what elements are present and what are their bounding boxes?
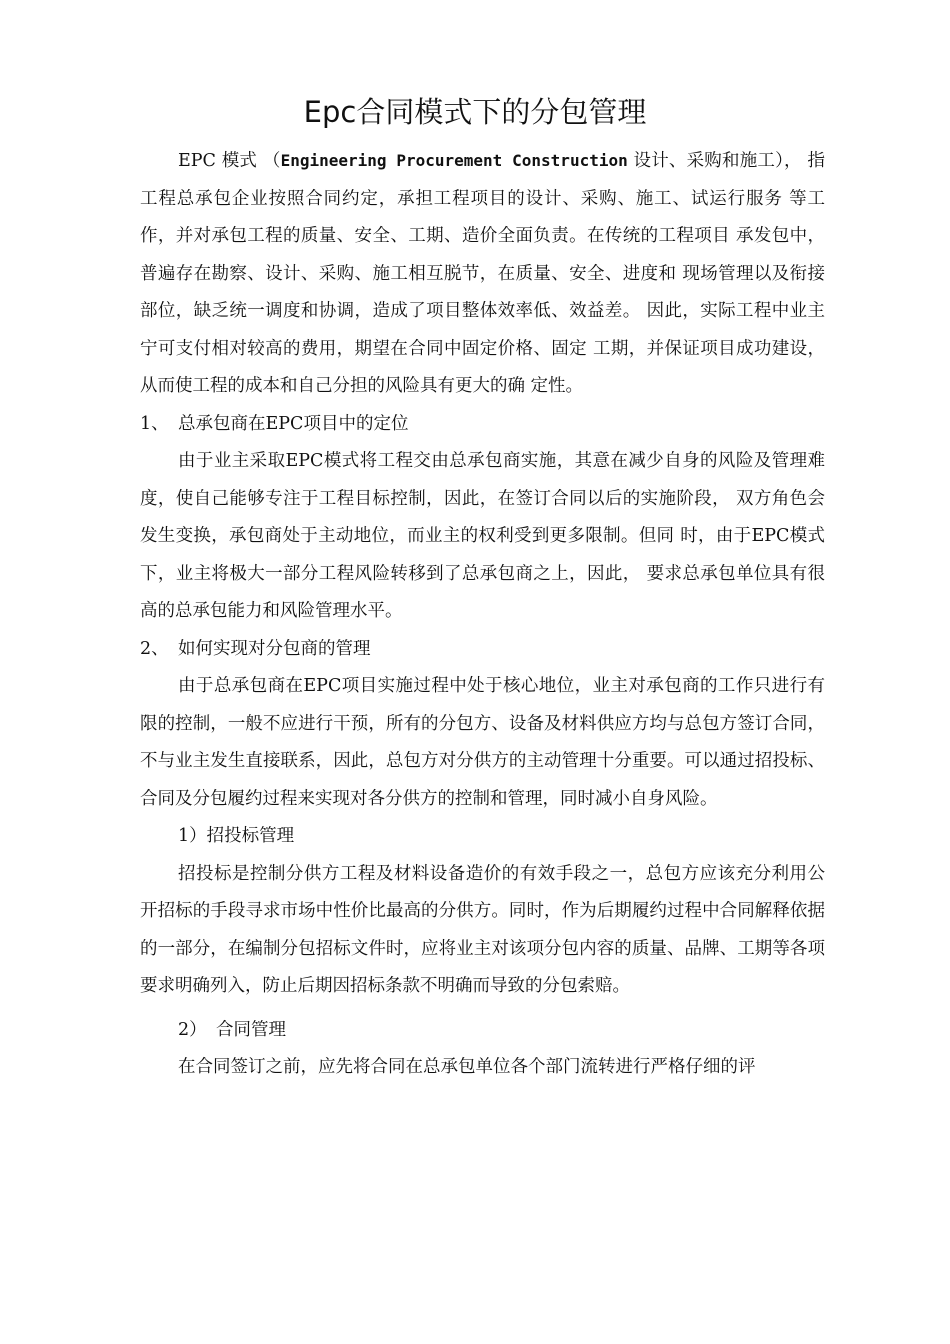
subsection-2-title: 合同管理 [216,1019,286,1040]
subsection-2-number: 2） [178,1019,207,1040]
subsection-2-paragraph: 在合同签订之前，应先将合同在总承包单位各个部门流转进行严格仔细的评 [178,1057,756,1077]
subsection-1-heading: 1）招投标管理 [178,826,295,846]
intro-term: Engineering Procurement Construction [280,151,628,170]
section-1-number: 1、 [140,413,169,434]
intro-prefix: EPC 模式 （ [178,151,281,171]
section-2-number: 2、 [140,638,169,659]
section-2-paragraph: 由于总承包商在EPC项目实施过程中处于核心地位，业主对承包商的工作只进行有限的控制，一般不应进行干预，所有的分包方、设备及材料供应方均与总包方签订合同，不与业主发生直接联系，因此，总包方对分供方的主动管理十分重要。可以通过招投标、合同及分包履约过程来实现对各分供方的控制和管理，同时减小自身风险。 [140,676,825,809]
section-1-heading [140,406,825,444]
section-1-paragraph: 由于业主采取EPC模式将工程交由总承包商实施，其意在减少自身的风险及管理难度，使自己能够专注于工程目标控制，因此，在签订合同以后的实施阶段， 双方角色会发生变换，承包商处于主动地位，而业主的权利受到更多限制。但同 时，由于EPC模式下，业主将极大一部分工程风险转移到了总承包商之上，因此， 要求总承包单位具有很高的总承包能力和风险管理水平。 [140,451,825,621]
section-2-title: 如何实现对分包商的管理 [178,638,371,659]
intro-rest: 设计、采购和施工）， 指 工程总承包企业按照合同约定，承担工程项目的设计、采购、施工、试运行服务 等工作，并对承包工程的质量、安全、工期、造价全面负责。在传统的工程项目 承发包中，普遍存在勘察、设计、采购、施工相互脱节，在质量、安全、进度和 现场管理以及衔接部位，缺乏统一调度和协调，造成了项目整体效率低、效益差。 因此，实际工程中业主宁可支付相对较高的费用，期望在合同中固定价格、固定 工期，并保证项目成功建设，从而使工程的成本和自己分担的风险具有更大的确 定性。 [140,151,826,396]
page-title: Epc合同模式下的分包管理 [303,95,647,129]
section-1-title: 总承包商在EPC项目中的定位 [178,413,409,434]
intro-paragraph [140,142,825,406]
section-2-heading [140,631,825,669]
subsection-1-paragraph: 招投标是控制分供方工程及材料设备造价的有效手段之一，总包方应该充分利用公开招标的手段寻求市场中性价比最高的分供方。同时，作为后期履约过程中合同解释依据的一部分，在编制分包招标文件时，应将业主对该项分包内容的质量、品牌、工期等各项要求明确列入，防止后期因招标条款不明确而导致的分包索赔。 [140,863,825,996]
document-body [140,142,825,1087]
subsection-2-heading [140,1012,825,1050]
